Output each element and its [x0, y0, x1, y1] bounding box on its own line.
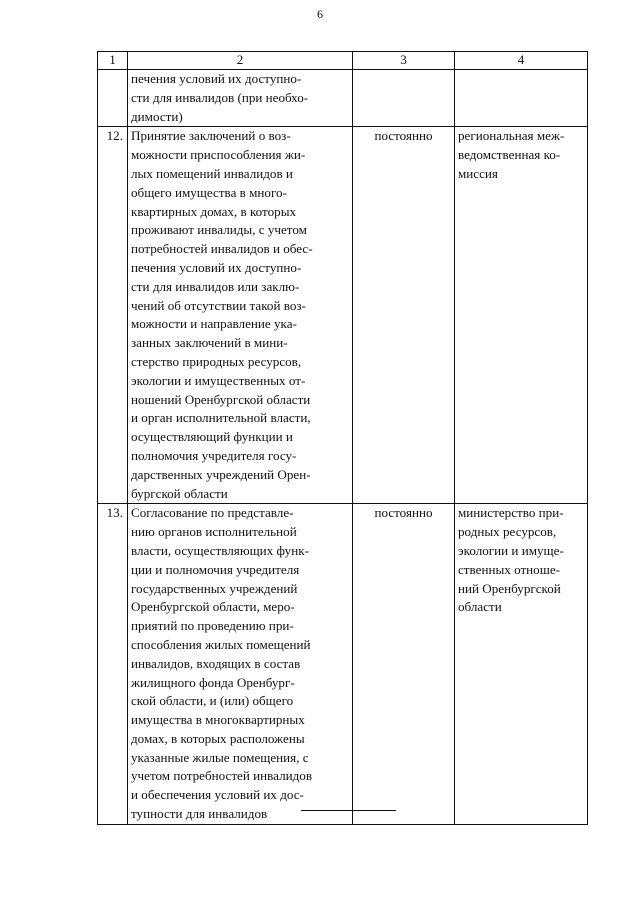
- row-description-text: Принятие заключений о воз- можности приспособления жи- лых помещений инвалидов и общего имущества в много- квартирных домах, в которых проживают инвалиды, с учетом потребностей инвалидов и обес- печения условий их доступно- сти для инвалидов или заклю- чений об отсутствии такой воз- можности и направление ука- занных заключений в мини- стерство природных ресурсов, экологии и имущественных от- ношений Оренбургской области и орган исполнительной власти, осуществляющий функции и полномочия учредителя госу- дарственных учреждений Орен- бургской области: [131, 128, 313, 501]
- row-term-cell: постоянно: [353, 127, 455, 504]
- table-row: [98, 127, 588, 504]
- row-description-text: печения условий их доступно- сти для инвалидов (при необхо- димости): [131, 71, 309, 124]
- row-term-cell: постоянно: [353, 504, 455, 825]
- row-responsible-cell: [455, 127, 588, 504]
- row-responsible-cell: [455, 70, 588, 127]
- table-row: [98, 70, 588, 127]
- row-description-cell: [128, 127, 353, 504]
- row-responsible-cell: [455, 504, 588, 825]
- row-number-cell: [98, 70, 128, 127]
- column-header: 3: [353, 52, 455, 70]
- row-description-cell: [128, 504, 353, 825]
- row-number-cell: 12.: [98, 127, 128, 504]
- closing-divider-line: [301, 810, 396, 811]
- row-number-cell: 13.: [98, 504, 128, 825]
- table-header-row: [98, 52, 588, 70]
- table-row: [98, 504, 588, 825]
- activities-table: [97, 51, 588, 825]
- column-header: 4: [455, 52, 588, 70]
- column-header: 1: [98, 52, 128, 70]
- row-responsible-text: региональная меж- ведомственная ко- миссия: [458, 128, 565, 181]
- row-responsible-text: министерство при- родных ресурсов, экологии и имуще- ственных отноше- ний Оренбургской области: [458, 505, 564, 615]
- column-header: 2: [128, 52, 353, 70]
- row-description-cell: [128, 70, 353, 127]
- row-term-cell: [353, 70, 455, 127]
- row-description-text: Согласование по представле- нию органов исполнительной власти, осуществляющих функ- ции и полномочия учредителя государственных учреждений Оренбургской области, меро- приятий по проведению при- способления жилых помещений инвалидов, входящих в состав жилищного фонда Оренбург- ской области, и (или) общего имущества в многоквартирных домах, в которых расположены указанные жилые помещения, с учетом потребностей инвалидов и обеспечения условий их дос- тупности для инвалидов: [131, 505, 313, 822]
- page-number: 6: [317, 7, 323, 21]
